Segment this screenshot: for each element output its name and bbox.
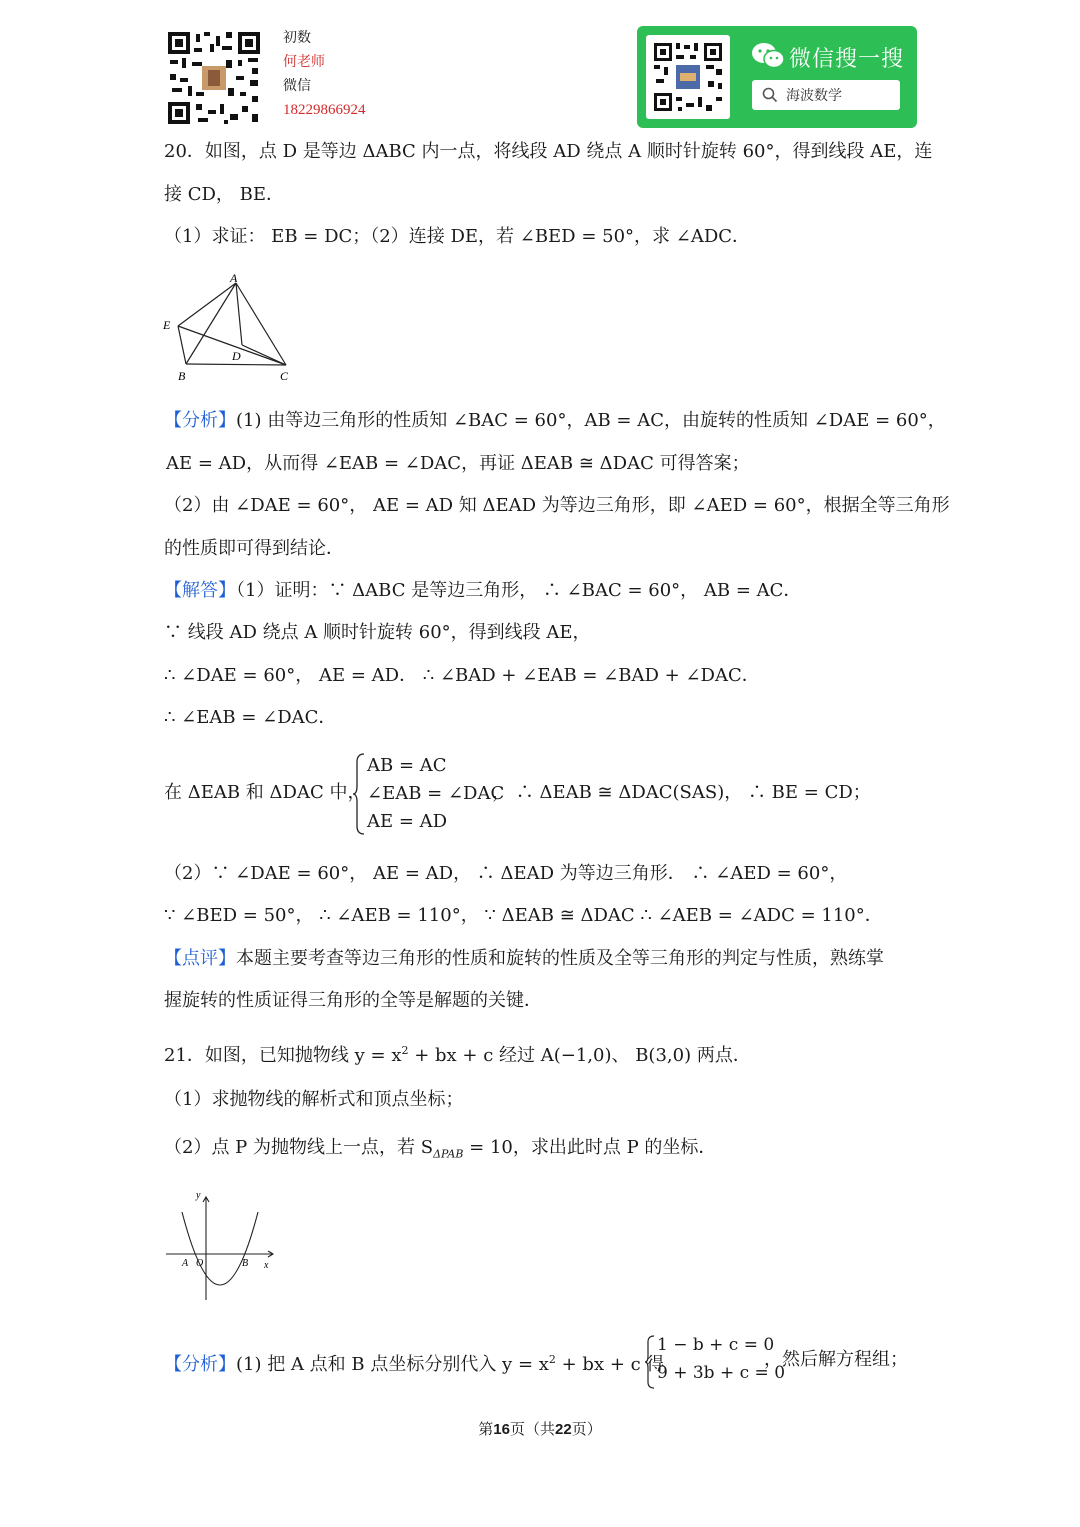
left-brace-icon — [352, 752, 366, 836]
q20-fenxi-line-4: 的性质即可得到结论． — [164, 538, 344, 559]
qr-code-right — [646, 35, 730, 119]
q21-line-3 — [164, 1135, 716, 1168]
q20-line-1: 20．如图，点 D 是等边 ΔABC 内一点，将线段 AD 绕点 A 顺时针旋转 60°，得到线段 AE，连 — [164, 141, 933, 162]
q20-fenxi-text-1: (1) 由等边三角形的性质知 ∠BAC = 60°，AB = AC，由旋转的性质知 ∠DAE = 60°， — [236, 410, 946, 431]
q20-fenxi-line-1 — [164, 408, 946, 434]
header-label-wechat: 微信 — [283, 78, 311, 94]
footer-pre: 第 — [478, 1420, 494, 1438]
q20-system-eq-2: ∠EAB = ∠DAC — [367, 783, 505, 804]
footer-mid: 页（共 — [509, 1420, 555, 1438]
q20-triangle-figure — [158, 266, 298, 386]
wechat-search-card[interactable] — [637, 26, 917, 128]
q20-dianping-line-1 — [164, 946, 884, 972]
q21-fenxi-b: + bx + c 得 — [555, 1354, 665, 1375]
q20-line-2: 接 CD， BE． — [164, 184, 285, 205]
fig20-label-e: E — [163, 318, 171, 332]
q20-line-3: （1）求证： EB = DC；（2）连接 DE，若 ∠BED = 50°，求 ∠ADC． — [164, 226, 751, 247]
wechat-search-box[interactable] — [752, 80, 900, 110]
fig21-label-y: y — [196, 1190, 201, 1201]
header-phone: 18229866924 — [283, 102, 366, 118]
q21-fenxi-suffix: ，然后解方程组； — [764, 1349, 908, 1370]
footer-page-number: 16 — [493, 1421, 510, 1438]
footer-post: 页） — [571, 1420, 602, 1438]
q21-line-1-b: + bx + c 经过 A(−1,0)、 B(3,0) 两点． — [408, 1045, 751, 1066]
q20-dianping-line-2: 握旋转的性质证得三角形的全等是解题的关键． — [164, 990, 542, 1011]
q20-jieda-line-1 — [164, 578, 801, 604]
q20-system-prefix: 在 ΔEAB 和 ΔDAC 中， — [164, 782, 366, 803]
q20-dianping-text-1: 本题主要考查等边三角形的性质和旋转的性质及全等三角形的判定与性质，熟练掌 — [236, 948, 884, 969]
q20-fenxi-line-3: （2）由 ∠DAE = 60°， AE = AD 知 ΔEAD 为等边三角形，即 ∠AED = 60°，根据全等三角形 — [164, 495, 950, 516]
fig20-label-a: A — [230, 271, 238, 285]
wechat-search-text: 海波数学 — [786, 88, 842, 104]
q20-fenxi-line-2: AE = AD，从而得 ∠EAB = ∠DAC，再证 ΔEAB ≅ ΔDAC 可得答案； — [166, 453, 750, 474]
qr-code-left — [166, 30, 262, 126]
q20-jieda-line-2: ∵ 线段 AD 绕点 A 顺时针旋转 60°，得到线段 AE， — [164, 622, 591, 643]
q21-parabola-figure — [160, 1188, 280, 1308]
fig21-label-o: O — [196, 1258, 204, 1269]
q20-system-eq-1: AB = AC — [367, 755, 447, 776]
q20-jieda-line-5: （2）∵ ∠DAE = 60°， AE = AD， ∴ ΔEAD 为等边三角形． ∴ ∠AED = 60°， — [164, 863, 848, 884]
q21-system-eq-2: 9 + 3b + c = 0 — [657, 1363, 786, 1383]
fig21-label-b: B — [242, 1258, 249, 1269]
q20-system-eq-3: AE = AD — [367, 811, 448, 832]
fig21-label-x: x — [264, 1260, 269, 1271]
fig20-label-d: D — [232, 349, 241, 363]
q21-line-3-sub: ΔPAB — [433, 1147, 464, 1161]
qr-pattern-right — [646, 35, 730, 119]
qr-pattern — [166, 30, 262, 126]
q21-line-3-b: = 10，求出此时点 P 的坐标． — [463, 1137, 717, 1158]
analysis-tag-2: 【分析】 — [164, 1354, 236, 1375]
q20-system-suffix: ， ∴ ΔEAB ≅ ΔDAC(SAS)， ∴ BE = CD； — [492, 782, 871, 803]
q21-system-eq-1: 1 − b + c = 0 — [657, 1335, 775, 1355]
wechat-logo-icon — [751, 42, 785, 70]
q20-jieda-line-6: ∵ ∠BED = 50°， ∴ ∠AEB = 110°， ∵ ΔEAB ≅ ΔDAC ∴ ∠AEB = ∠ADC = 110°． — [164, 905, 883, 926]
q21-line-1 — [164, 1038, 751, 1069]
q21-line-3-a: （2）点 P 为抛物线上一点，若 S — [164, 1137, 434, 1158]
fig20-label-c: C — [280, 369, 289, 383]
wechat-search-title: 微信搜一搜 — [789, 47, 905, 72]
page-footer — [0, 1418, 1080, 1439]
solution-tag: 【解答】 — [164, 580, 236, 601]
fig20-label-b: B — [178, 369, 186, 383]
review-tag: 【点评】 — [164, 948, 236, 969]
q20-jieda-line-3: ∴ ∠DAE = 60°， AE = AD． ∴ ∠BAD + ∠EAB = ∠BAD + ∠DAC． — [164, 665, 760, 686]
header-label-teacher: 何老师 — [283, 54, 325, 70]
q21-fenxi-a: (1) 把 A 点和 B 点坐标分别代入 y = x — [236, 1354, 549, 1375]
q21-line-1-sup: 2 — [401, 1044, 409, 1057]
analysis-tag: 【分析】 — [164, 410, 236, 431]
q21-line-1-a: 21．如图，已知抛物线 y = x — [164, 1045, 402, 1066]
header-label-subject: 初数 — [283, 30, 311, 46]
left-brace-icon-2 — [644, 1334, 656, 1390]
q21-fenxi-sup: 2 — [548, 1353, 556, 1366]
q20-jieda-line-4: ∴ ∠EAB = ∠DAC． — [164, 707, 337, 728]
search-icon — [762, 87, 778, 103]
footer-total-pages: 22 — [555, 1421, 572, 1438]
q20-jieda-text-1: （1）证明：∵ ΔABC 是等边三角形， ∴ ∠BAC = 60°， AB = AC． — [236, 580, 802, 601]
q21-fenxi-line-1 — [164, 1347, 664, 1378]
fig21-label-a: A — [182, 1258, 189, 1269]
q21-line-2: （1）求抛物线的解析式和顶点坐标； — [164, 1089, 464, 1110]
